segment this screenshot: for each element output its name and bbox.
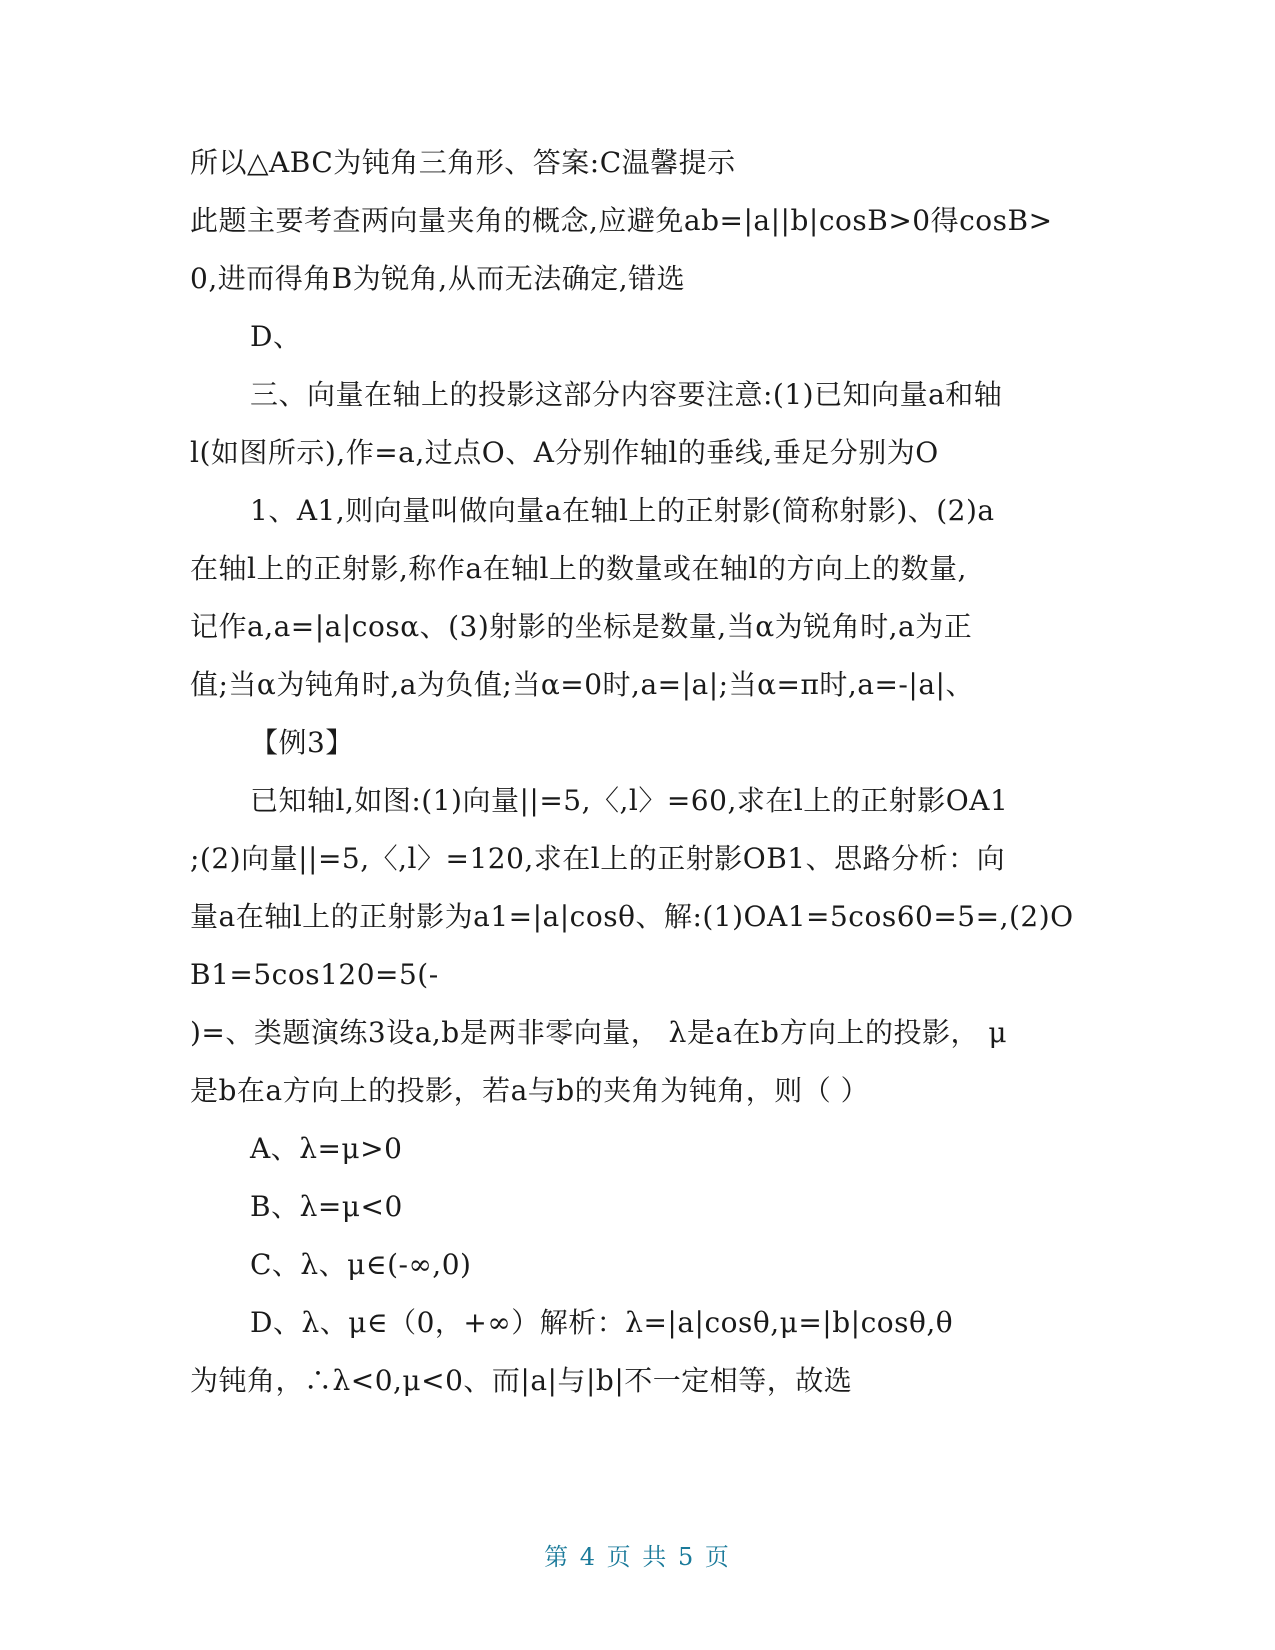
text-line: ;(2)向量||=5,〈,l〉=120,求在l上的正射影OB1、思路分析：向 [190,842,1006,875]
text-line: D、 [250,320,302,353]
text-line: 值;当α为钝角时,a为负值;当α=0时,a=|a|;当α=π时,a=-|a|、 [190,668,974,701]
text-line: 是b在a方向上的投影，若a与b的夹角为钝角，则（ ） [190,1074,870,1107]
text-line: 1、A1,则向量叫做向量a在轴l上的正射影(简称射影)、(2)a [250,494,995,527]
option-c: C、λ、μ∈(-∞,0) [250,1248,472,1281]
text-line: 量a在轴l上的正射影为a1=|a|cosθ、解:(1)OA1=5cos60=5=,(2)O [190,900,1074,933]
option-d: D、λ、μ∈（0，+∞）解析：λ=|a|cosθ,μ=|b|cosθ,θ [250,1306,954,1339]
text-line: 在轴l上的正射影,称作a在轴l上的数量或在轴l的方向上的数量, [190,552,967,585]
text-line: 所以△ABC为钝角三角形、答案:C温馨提示 [190,146,736,179]
page-footer: 第 4 页 共 5 页 [544,1543,731,1571]
text-line: 已知轴l,如图:(1)向量||=5,〈,l〉=60,求在l上的正射影OA1 [250,784,1009,817]
option-a: A、λ=μ>0 [250,1132,403,1165]
text-line: 记作a,a=|a|cosα、(3)射影的坐标是数量,当α为锐角时,a为正 [190,610,973,643]
text-line: 为钝角，∴λ<0,μ<0、而|a|与|b|不一定相等，故选 [190,1364,853,1397]
option-b: B、λ=μ<0 [250,1190,403,1223]
text-line: 三、向量在轴上的投影这部分内容要注意:(1)已知向量a和轴 [250,378,1003,411]
text-line: )=、类题演练3设a,b是两非零向量， λ是a在b方向上的投影， μ [190,1016,1008,1049]
example-heading: 【例3】 [250,726,354,759]
text-line: 此题主要考查两向量夹角的概念,应避免ab=|a||b|cosB>0得cosB> [190,204,1053,237]
text-line: l(如图所示),作=a,过点O、A分别作轴l的垂线,垂足分别为O [190,436,939,469]
text-line: 0,进而得角B为锐角,从而无法确定,错选 [190,262,686,295]
text-line: B1=5cos120=5(- [190,958,439,991]
